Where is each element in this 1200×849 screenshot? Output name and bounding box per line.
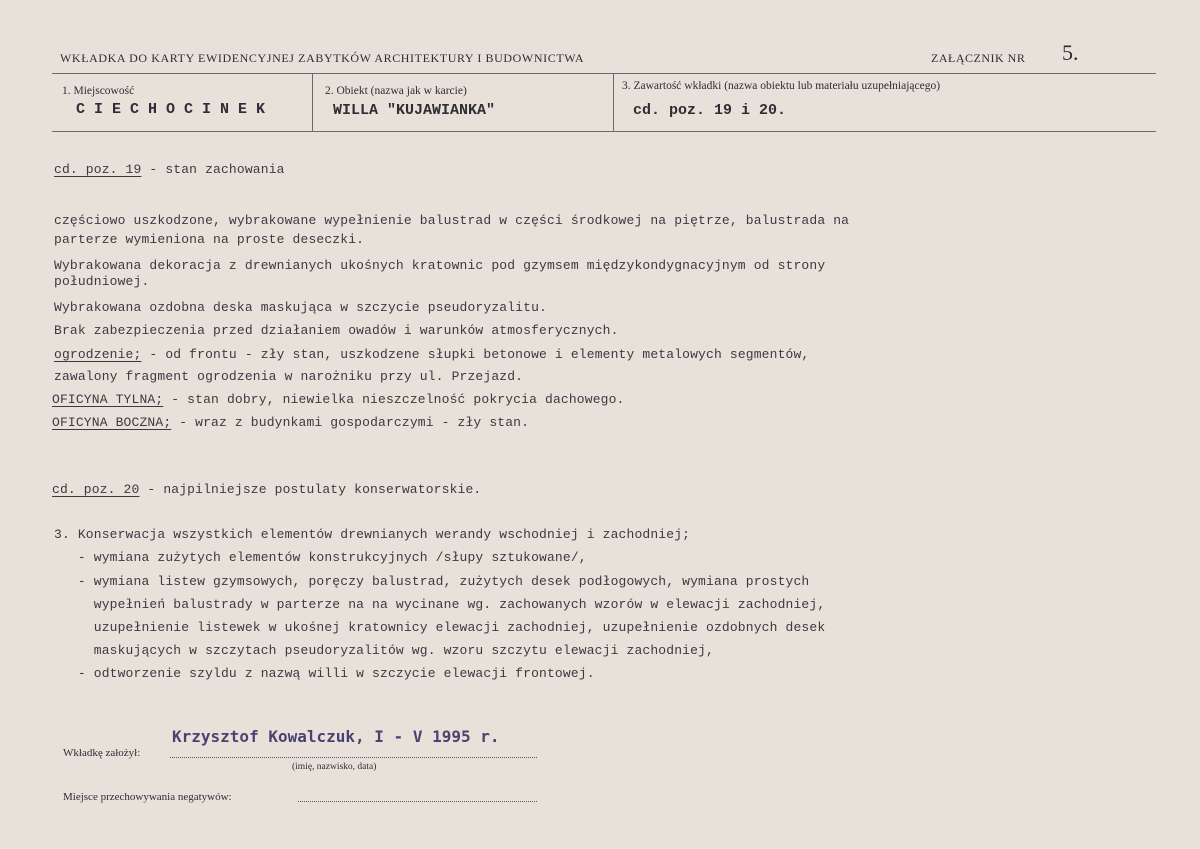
side-annex-label: OFICYNA BOCZNA;	[52, 415, 172, 430]
created-by-value: Krzysztof Kowalczuk, I - V 1995 r.	[172, 727, 500, 746]
object-label: 2. Obiekt (nazwa jak w karcie)	[325, 85, 467, 97]
section20-line: wypełnień balustrady w parterze na na wycinane wg. zachowanych wzorów w elewacji zachodniej,	[54, 597, 826, 612]
section19-line: Wybrakowana ozdobna deska maskująca w szczycie pseudoryzalitu.	[54, 300, 547, 315]
header-top-rule	[52, 73, 1156, 74]
attachment-number: 5.	[1062, 40, 1079, 65]
section19-heading-text: - stan zachowania	[141, 162, 285, 177]
location-label: 1. Miejscowość	[62, 85, 135, 97]
header-divider-1	[312, 73, 313, 131]
document-title: WKŁADKA DO KARTY EWIDENCYJNEJ ZABYTKÓW ARCHITEKTURY I BUDOWNICTWA	[60, 51, 585, 65]
section20-line: - wymiana zużytych elementów konstrukcyjnych /słupy sztukowane/,	[54, 550, 587, 565]
fence-label: ogrodzenie;	[54, 347, 142, 362]
created-by-hint: (imię, nazwisko, data)	[292, 762, 377, 772]
fence-line-2: zawalony fragment ogrodzenia w narożniku przy ul. Przejazd.	[54, 369, 524, 384]
location-value: CIECHOCINEK	[76, 101, 275, 118]
section20-heading	[52, 482, 481, 497]
section20-line: uzupełnienie listewek w ukośnej kratownicy elewacji zachodniej, uzupełnienie ozdobnych desek	[54, 620, 826, 635]
section20-ref: cd. poz. 20	[52, 482, 140, 497]
negatives-location-label: Miejsce przechowywania negatywów:	[63, 791, 232, 803]
section19-heading	[54, 162, 285, 177]
created-by-dotted-line	[170, 757, 537, 758]
created-by-label: Wkładkę założył:	[63, 747, 141, 759]
rear-annex-label: OFICYNA TYLNA;	[52, 392, 164, 407]
section19-line: Brak zabezpieczenia przed działaniem owadów i warunków atmosferycznych.	[54, 323, 619, 338]
object-value: WILLA "KUJAWIANKA"	[333, 102, 496, 119]
section20-heading-text: - najpilniejsze postulaty konserwatorskie.	[139, 482, 482, 497]
section20-line: 3. Konserwacja wszystkich elementów drewnianych werandy wschodniej i zachodniej;	[54, 527, 691, 542]
side-annex-text: - wraz z budynkami gospodarczymi - zły stan.	[171, 415, 530, 430]
section19-line: częściowo uszkodzone, wybrakowane wypełnienie balustrad w części środkowej na piętrze, balustrada na	[54, 213, 850, 228]
section20-line: - odtworzenie szyldu z nazwą willi w szczycie elewacji frontowej.	[54, 666, 595, 681]
section20-line: - wymiana listew gzymsowych, poręczy balustrad, zużytych desek podłogowych, wymiana prostych	[54, 574, 810, 589]
section19-line: Wybrakowana dekoracja z drewnianych ukośnych kratownic pod gzymsem międzykondygnacyjnym od strony	[54, 258, 826, 273]
fence-text: - od frontu - zły stan, uszkodzene słupki betonowe i elementy metalowych segmentów,	[141, 347, 810, 362]
attachment-label: ZAŁĄCZNIK NR	[931, 51, 1026, 65]
fence-line	[54, 347, 809, 362]
content-value: cd. poz. 19 i 20.	[633, 102, 787, 119]
section20-line: maskujących w szczytach pseudoryzalitów wg. wzoru szczytu elewacji zachodniej,	[54, 643, 714, 658]
negatives-location-dotted-line	[298, 801, 537, 802]
header-bottom-rule	[52, 131, 1156, 132]
rear-annex-text: - stan dobry, niewielka nieszczelność pokrycia dachowego.	[163, 392, 625, 407]
rear-annex-line	[52, 392, 625, 407]
section19-line: południowej.	[54, 274, 150, 289]
section19-ref: cd. poz. 19	[54, 162, 142, 177]
section19-line: parterze wymieniona na proste deseczki.	[54, 232, 365, 247]
content-label: 3. Zawartość wkładki (nazwa obiektu lub materiału uzupełniającego)	[622, 80, 941, 92]
side-annex-line	[52, 415, 529, 430]
header-divider-2	[613, 73, 614, 131]
